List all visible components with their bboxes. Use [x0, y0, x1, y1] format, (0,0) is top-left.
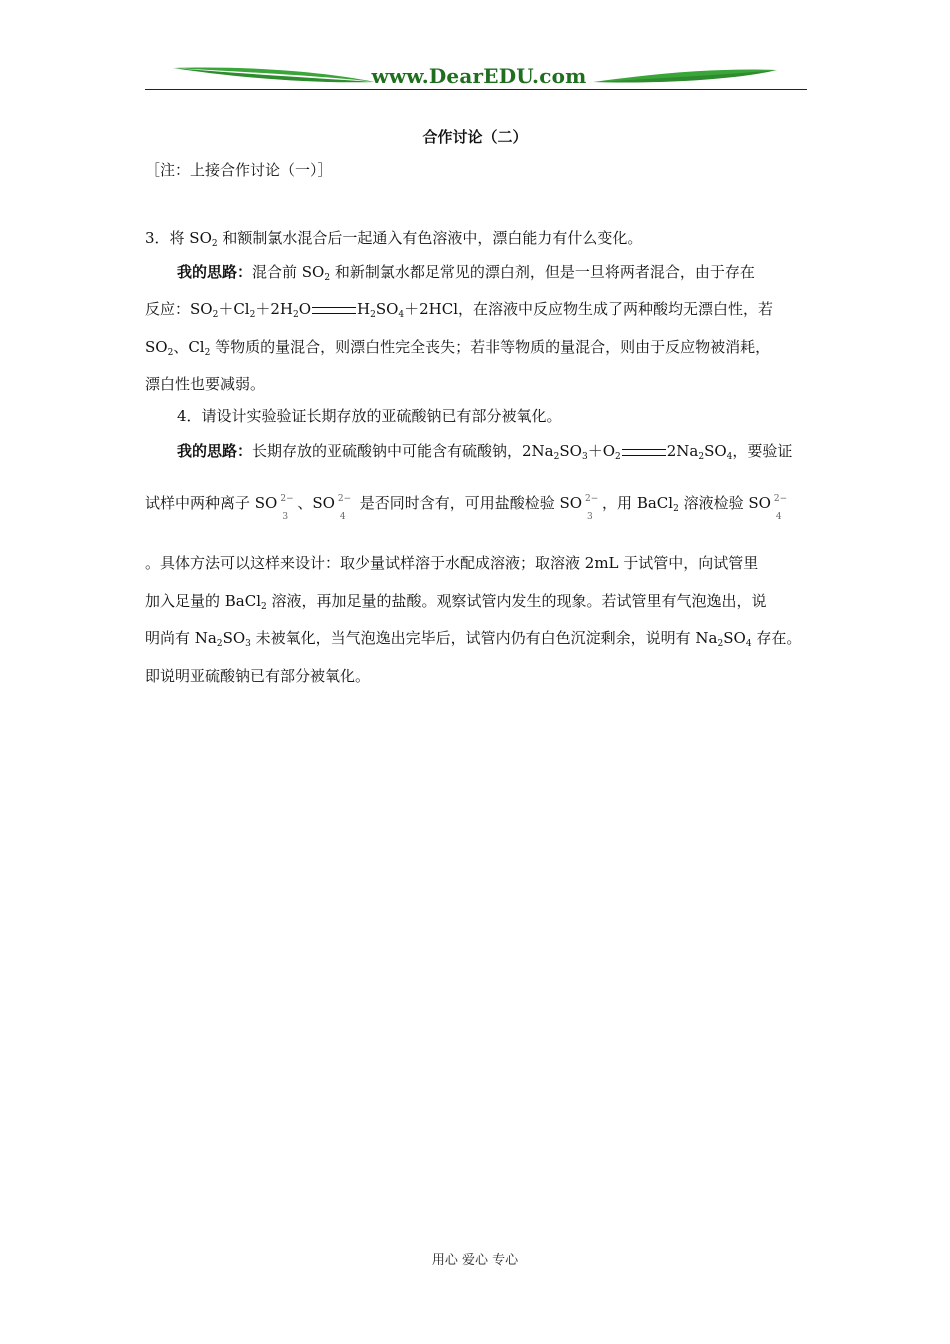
left-swoosh: [173, 68, 375, 82]
question-4: 4．请设计实验验证长期存放的亚硫酸钠已有部分被氧化。: [177, 407, 562, 425]
site-name: www.DearEDU.com: [371, 64, 587, 88]
page-title: 合作讨论（二）: [422, 128, 528, 146]
sulfate-ion-mark: 2− 4: [337, 494, 352, 522]
answer-3-line-4: 漂白性也要减弱。: [145, 375, 266, 393]
question-3: 3．将 $SO_2$ 和额制氯水混合后一起通入有色溶液中，漂白能力有什么变化。: [145, 229, 643, 249]
answer-label: 我的思路：: [177, 263, 253, 281]
answer-4-line-6: 即说明亚硫酸钠已有部分被氧化。: [145, 667, 371, 685]
sulfite-ion-mark: 2− 3: [280, 494, 294, 522]
answer-3-line-2: 反应：$SO_2+Cl_2+2H_2O$ $H_2SO_4+2HCl$，在溶液中反应物生成了两种酸均无漂白性，若: [145, 300, 774, 320]
sulfite-ion-mark: 2− 3: [585, 494, 599, 522]
equals-sign: [622, 449, 666, 456]
sulfate-ion-mark: 2− 4: [773, 494, 788, 522]
equals-sign: [312, 307, 356, 314]
answer-4-line-2: 试样中两种离子 SO 2− 3 、SO 2− 4 是否同时含有，可用盐酸检验 SO 2− 3 ，用 BaCl$_2$ 溶液检验 SO 2− 4: [145, 493, 815, 513]
answer-3-line-3: $SO_2$、$Cl_2$ 等物质的量混合，则漂白性完全丧失；若非等物质的量混合，则由于反应物被消耗，: [145, 338, 771, 358]
continuation-note: ［注：上接合作讨论（一）］: [145, 161, 333, 179]
answer-3-line-1: 我的思路：混合前 $SO_2$ 和新制氯水都足常见的漂白剂，但是一旦将两者混合，由于存在: [177, 263, 755, 283]
page-header: [145, 62, 807, 90]
page-footer: 用心 爱心 专心: [431, 1253, 519, 1268]
answer-4-line-1: 我的思路：长期存放的亚硫酸钠中可能含有硫酸钠，$2Na_2SO_3+O_2$ $2Na_2SO_4$，要验证: [177, 442, 793, 462]
answer-4-line-3: 。具体方法可以这样来设计：取少量试样溶于水配成溶液；取溶液 2mL 于试管中，向试管里: [145, 554, 759, 572]
answer-4-line-4: 加入足量的 BaCl$_2$ 溶液，再加足量的盐酸。观察试管内发生的现象。若试管里有气泡逸出，说: [145, 592, 767, 612]
answer-4-line-5: 明尚有 $Na_2SO_3$ 未被氧化，当气泡逸出完毕后，试管内仍有白色沉淀剩余，说明有 $Na_2SO_4$ 存在。: [145, 629, 802, 649]
header-rule: [145, 89, 807, 90]
answer-label: 我的思路：: [177, 442, 253, 460]
